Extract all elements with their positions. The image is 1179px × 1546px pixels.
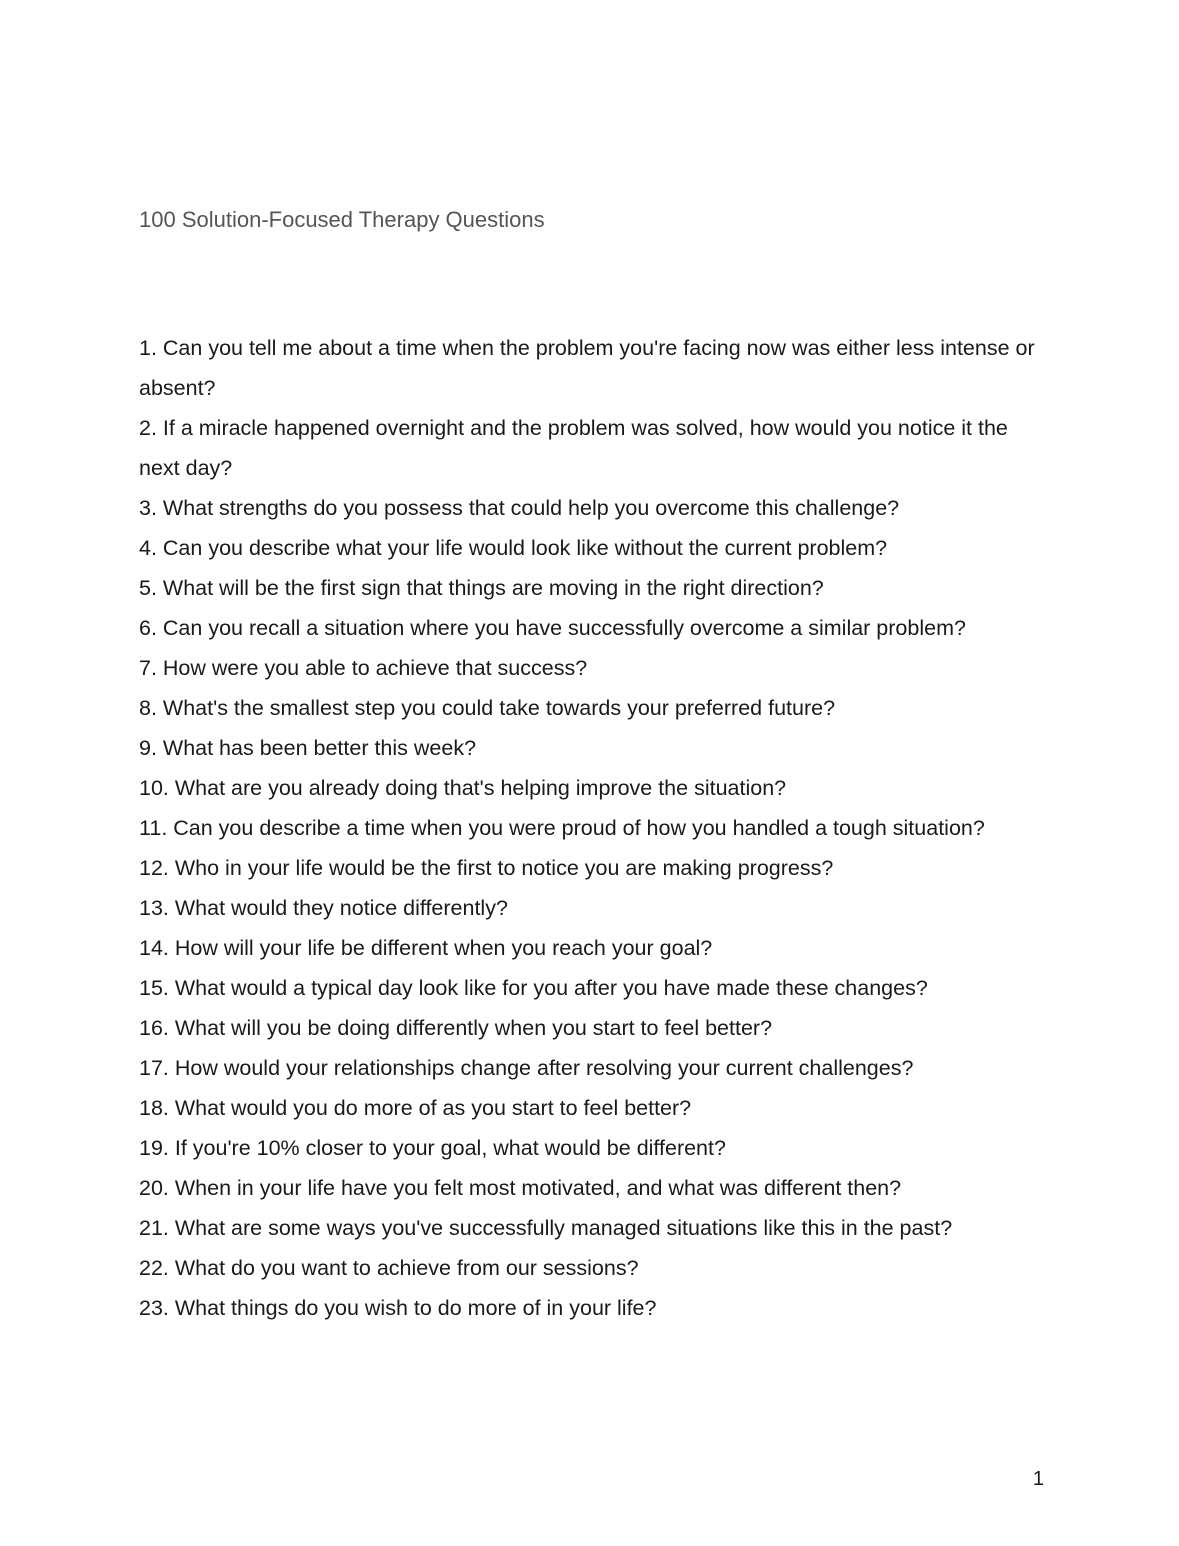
- document-title: 100 Solution-Focused Therapy Questions: [139, 207, 545, 232]
- question-item: 8. What's the smallest step you could take towards your preferred future?: [139, 696, 836, 720]
- question-item: 2. If a miracle happened overnight and the problem was solved, how would you notice it the next day?: [139, 416, 1008, 480]
- question-item: 19. If you're 10% closer to your goal, what would be different?: [139, 1136, 726, 1160]
- question-item: 7. How were you able to achieve that success?: [139, 656, 588, 680]
- question-item: 23. What things do you wish to do more of in your life?: [139, 1296, 657, 1320]
- question-item: 6. Can you recall a situation where you have successfully overcome a similar problem?: [139, 616, 966, 640]
- question-list: [139, 328, 1044, 1328]
- question-item: 21. What are some ways you've successfully managed situations like this in the past?: [139, 1216, 953, 1240]
- page-number: 1: [1032, 1468, 1044, 1490]
- question-item: 12. Who in your life would be the first to notice you are making progress?: [139, 856, 834, 880]
- question-item: 14. How will your life be different when you reach your goal?: [139, 936, 713, 960]
- question-item: 1. Can you tell me about a time when the problem you're facing now was either less intense or absent?: [139, 336, 1035, 400]
- question-item: 17. How would your relationships change after resolving your current challenges?: [139, 1056, 914, 1080]
- question-item: 11. Can you describe a time when you were proud of how you handled a tough situation?: [139, 816, 985, 840]
- question-item: 15. What would a typical day look like for you after you have made these changes?: [139, 976, 928, 1000]
- question-item: 18. What would you do more of as you start to feel better?: [139, 1096, 692, 1120]
- question-item: 5. What will be the first sign that things are moving in the right direction?: [139, 576, 824, 600]
- question-item: 4. Can you describe what your life would look like without the current problem?: [139, 536, 888, 560]
- question-item: 10. What are you already doing that's helping improve the situation?: [139, 776, 787, 800]
- question-item: 16. What will you be doing differently when you start to feel better?: [139, 1016, 773, 1040]
- question-item: 13. What would they notice differently?: [139, 896, 508, 920]
- question-item: 9. What has been better this week?: [139, 736, 477, 760]
- question-item: 20. When in your life have you felt most motivated, and what was different then?: [139, 1176, 902, 1200]
- question-item: 22. What do you want to achieve from our sessions?: [139, 1256, 639, 1280]
- question-item: 3. What strengths do you possess that could help you overcome this challenge?: [139, 496, 900, 520]
